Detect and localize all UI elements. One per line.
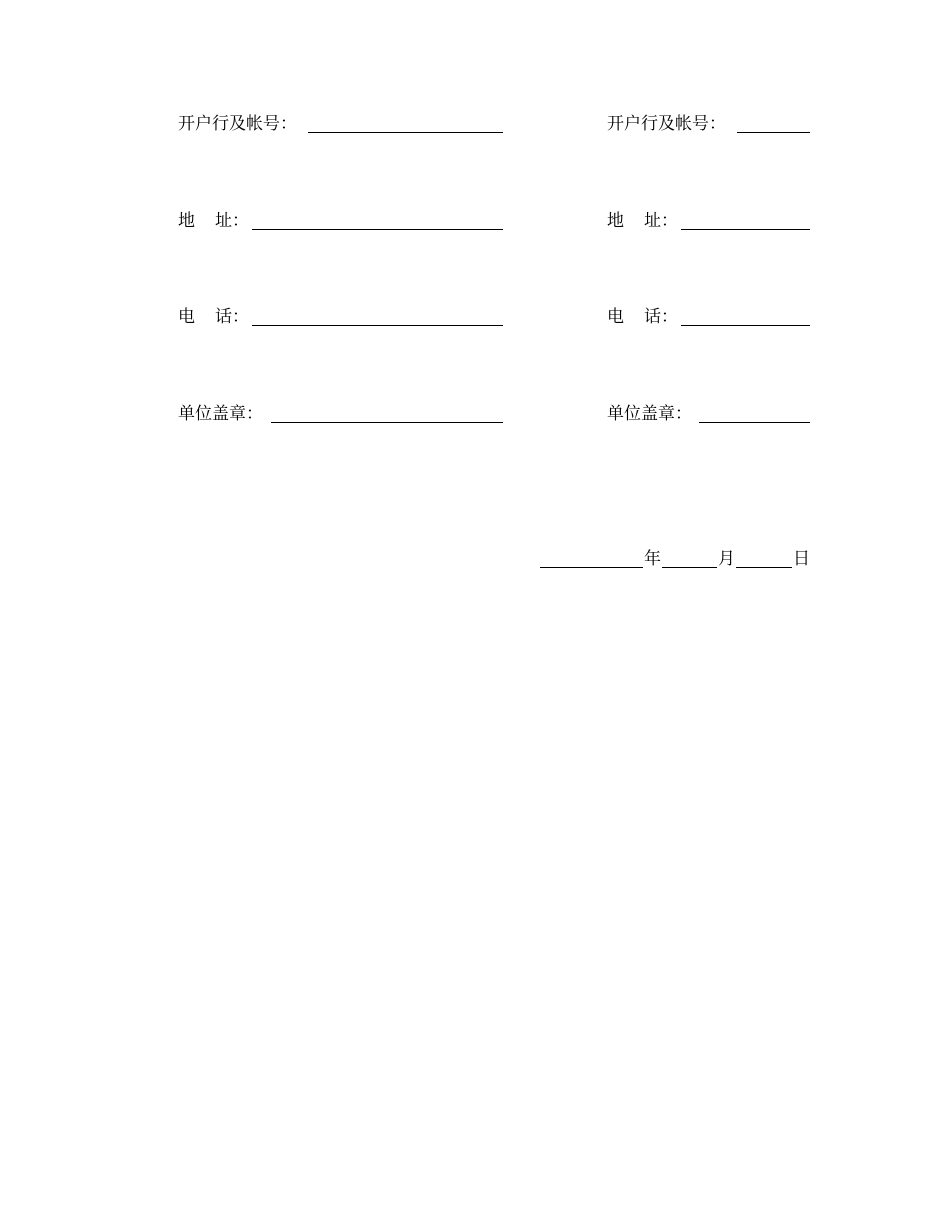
month-label: 月 xyxy=(718,549,735,569)
right-seal-label: 单位盖章： xyxy=(607,404,692,424)
left-address-label-part2: 址： xyxy=(215,211,249,231)
day-label: 日 xyxy=(793,549,810,569)
right-bank-account-label: 开户行及帐号： xyxy=(607,114,726,134)
year-label: 年 xyxy=(644,549,661,569)
right-phone-label-part1: 电 xyxy=(607,307,624,327)
left-phone-field[interactable] xyxy=(252,325,503,326)
left-phone-label-part2: 话： xyxy=(215,307,249,327)
left-bank-account-label: 开户行及帐号： xyxy=(178,114,297,134)
right-address-field[interactable] xyxy=(681,229,810,230)
right-seal-field[interactable] xyxy=(699,422,810,423)
left-seal-field[interactable] xyxy=(271,422,503,423)
day-field[interactable] xyxy=(736,567,792,568)
right-phone-field[interactable] xyxy=(681,325,810,326)
left-seal-label: 单位盖章： xyxy=(178,404,263,424)
right-phone-label xyxy=(607,307,678,327)
left-phone-label-part1: 电 xyxy=(178,307,195,327)
right-bank-account-field[interactable] xyxy=(737,132,810,133)
right-address-label-part1: 地 xyxy=(607,211,624,231)
right-phone-label-part2: 话： xyxy=(644,307,678,327)
left-phone-label xyxy=(178,307,249,327)
left-address-field[interactable] xyxy=(252,229,503,230)
left-bank-account-field[interactable] xyxy=(308,132,503,133)
month-field[interactable] xyxy=(662,567,717,568)
left-address-label xyxy=(178,211,249,231)
year-field[interactable] xyxy=(540,567,643,568)
right-address-label xyxy=(607,211,678,231)
right-address-label-part2: 址： xyxy=(644,211,678,231)
left-address-label-part1: 地 xyxy=(178,211,195,231)
